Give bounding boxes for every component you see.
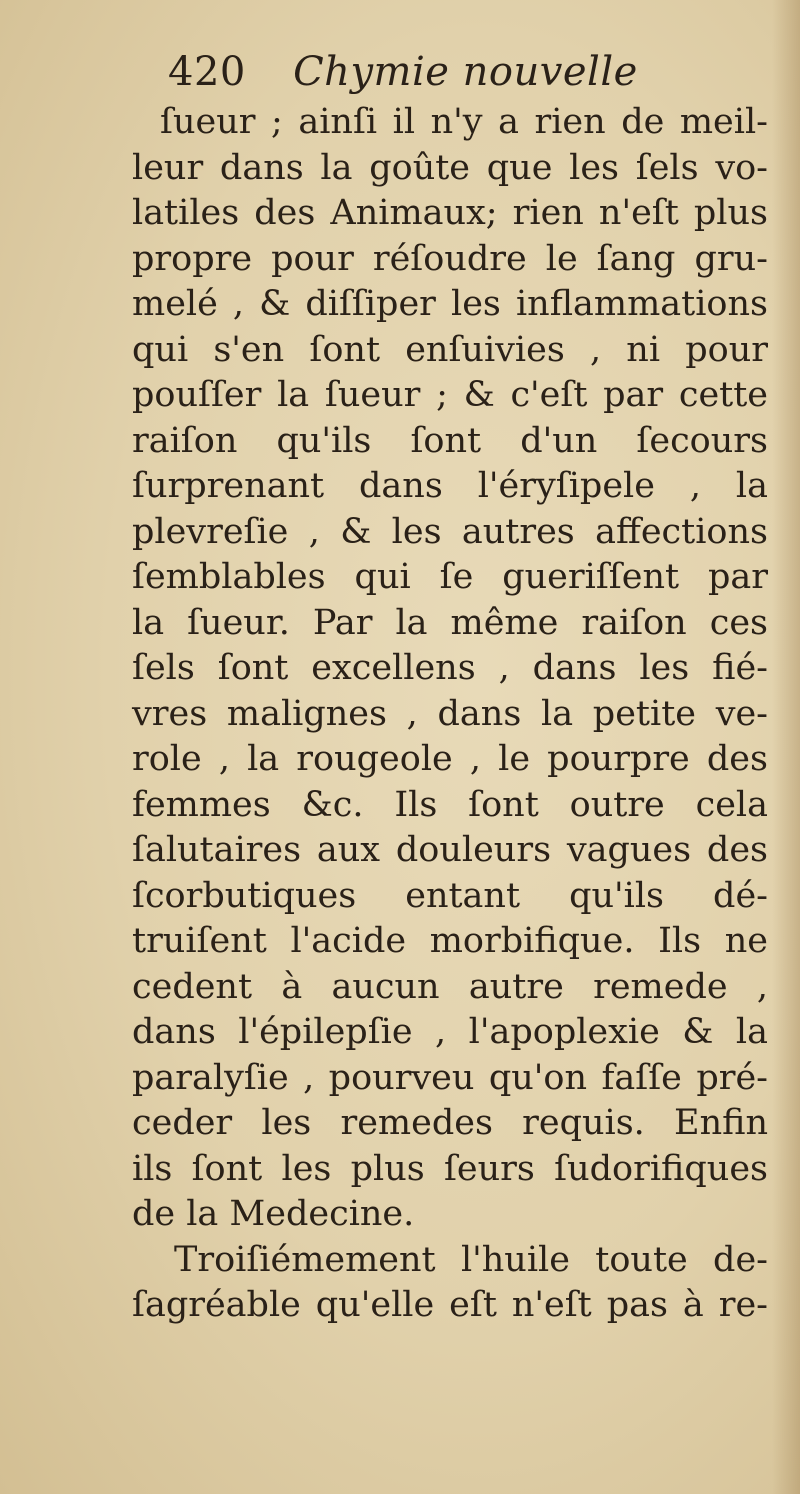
text-line: ſagréable qu'elle eſt n'eſt pas à re- <box>132 1285 768 1325</box>
text-line: Troiſiémement l'huile toute de- <box>174 1239 768 1280</box>
text-line: la ſueur. Par la même raiſon ces <box>132 602 768 643</box>
text-line: ſcorbutiques entant qu'ils dé- <box>132 875 768 916</box>
text-line: role , la rougeole , le pourpre des <box>132 739 768 779</box>
text-line: pouſſer la ſueur ; & c'eſt par cette <box>132 375 768 415</box>
text-line: ils ſont les plus ſeurs ſudorifiques <box>132 1148 768 1189</box>
text-line: ſueur ; ainſi il n'y a rien de meil- <box>160 102 768 142</box>
page-header <box>168 48 638 96</box>
text-line: ſurprenant dans l'éryſipele , la <box>132 466 768 506</box>
text-line: raiſon qu'ils ſont d'un ſecours <box>132 420 768 461</box>
text-line: ſemblables qui ſe gueriſſent par <box>132 557 768 597</box>
text-line: plevreſie , & les autres affections <box>132 511 768 552</box>
text-line: ſels ſont excellens , dans les fié- <box>132 648 768 688</box>
text-line: qui s'en ſont enſuivies , ni pour <box>132 329 768 370</box>
page-number: 420 <box>168 49 246 95</box>
text-line: latiles des Animaux; rien n'eſt plus <box>132 193 768 233</box>
text-line: vres malignes , dans la petite ve- <box>132 693 768 734</box>
text-line: melé , & diſſiper les inflammations <box>132 284 768 324</box>
text-line: cedent à aucun autre remede , <box>132 966 768 1007</box>
body-text <box>132 100 768 1329</box>
text-line: ceder les remedes requis. Enfin <box>132 1103 768 1143</box>
running-title: Chymie nouvelle <box>293 49 638 95</box>
text-line: femmes &c. Ils ſont outre cela <box>132 784 768 825</box>
text-line: propre pour réſoudre le ſang gru- <box>132 238 768 279</box>
text-line: dans l'épilepſie , l'apoplexie & la <box>132 1012 768 1052</box>
text-line: paralyſie , pourveu qu'on faſſe pré- <box>132 1057 768 1098</box>
text-line: truiſent l'acide morbifique. Ils ne <box>132 921 768 961</box>
text-line: ſalutaires aux douleurs vagues des <box>132 830 768 870</box>
text-line: leur dans la goûte que les ſels vo- <box>132 147 768 188</box>
text-line: de la Medecine. <box>132 1194 415 1234</box>
page-edge-shadow <box>772 0 800 1494</box>
